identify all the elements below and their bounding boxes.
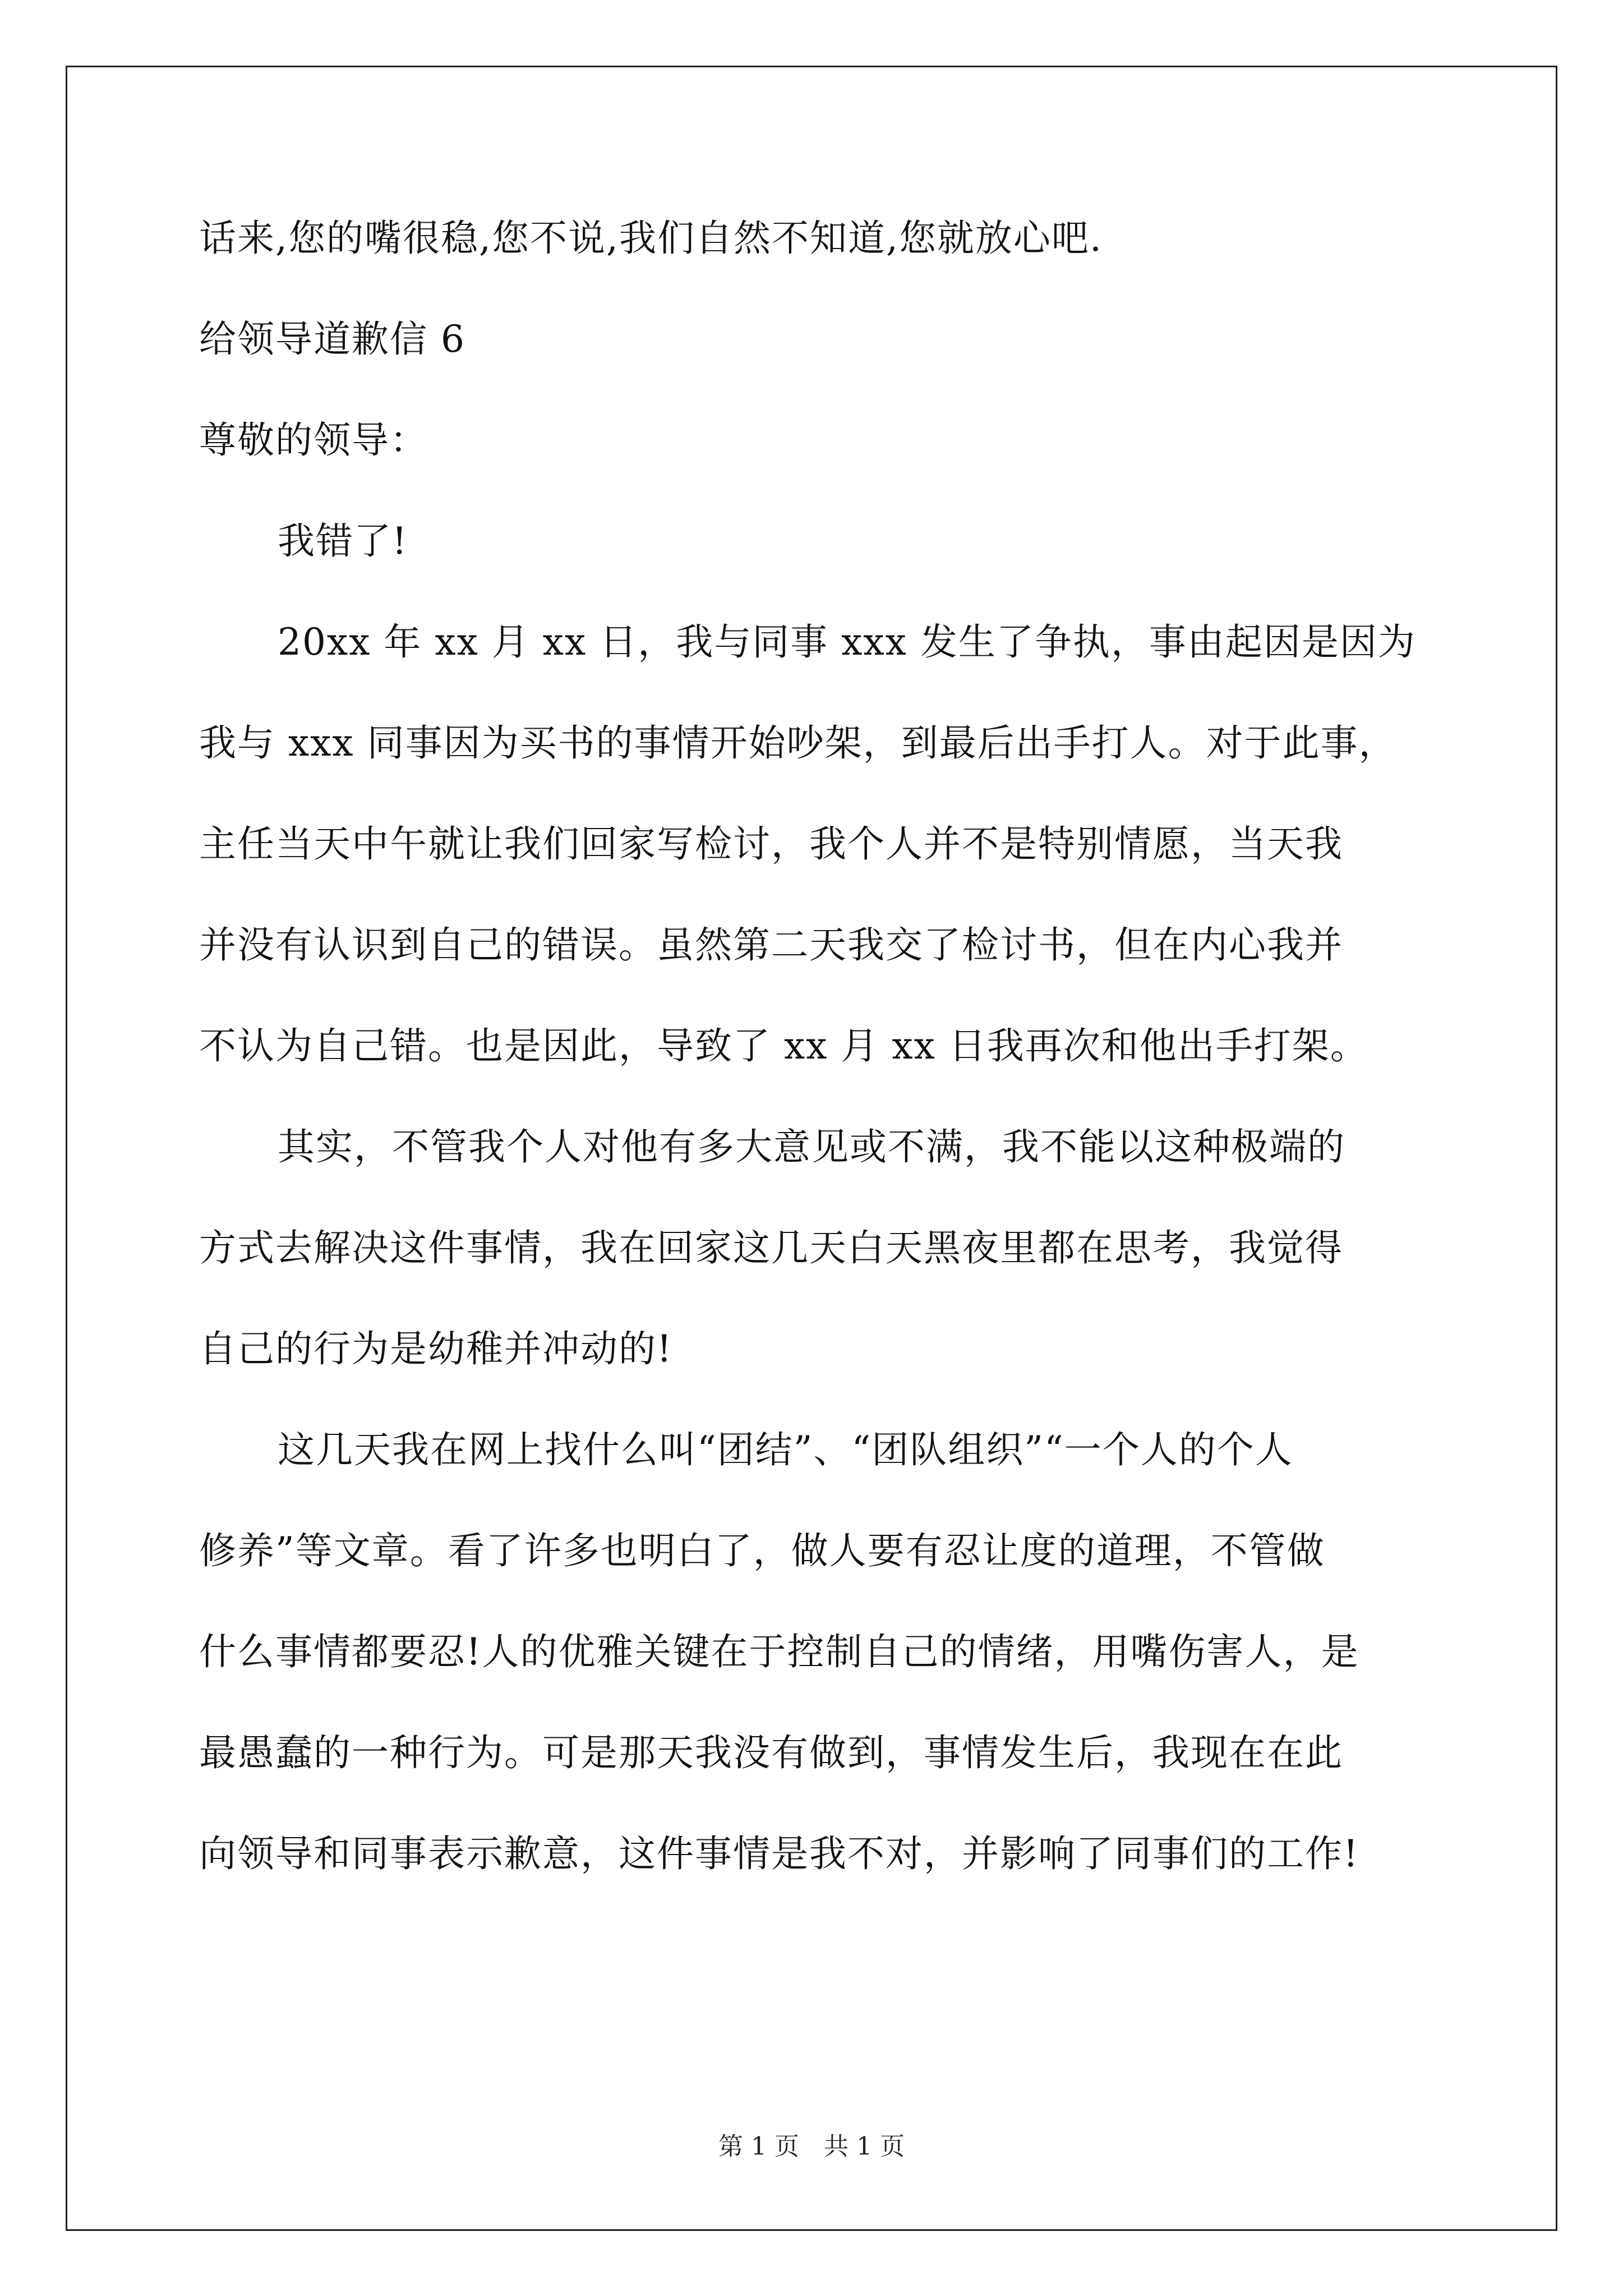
letter-title: 给领导道歉信 6: [199, 318, 465, 361]
document-body: [199, 216, 1433, 1932]
paragraph-line: 自己的行为是幼稚并冲动的!: [199, 1327, 673, 1370]
paragraph-line: 主任当天中午就让我们回家写检讨，我个人并不是特别情愿，当天我: [199, 822, 1343, 866]
paragraph-line: 向领导和同事表示歉意，这件事情是我不对，并影响了同事们的工作!: [199, 1832, 1359, 1875]
page-number: 第 1 页 共 1 页: [718, 2132, 905, 2161]
paragraph-line: 什么事情都要忍!人的优雅关键在于控制自己的情绪，用嘴伤害人，是: [199, 1630, 1359, 1673]
paragraph-line: 最愚蠢的一种行为。可是那天我没有做到，事情发生后，我现在在此: [199, 1731, 1343, 1774]
paragraph-line: 我与 xxx 同事因为买书的事情开始吵架，到最后出手打人。对于此事，: [199, 721, 1397, 765]
paragraph-line: 这几天我在网上找什么叫“团结”、“团队组织”“一个人的个人: [278, 1428, 1293, 1471]
paragraph-line: 方式去解决这件事情，我在回家这几天白天黑夜里都在思考，我觉得: [199, 1226, 1343, 1269]
salutation: 尊敬的领导：: [199, 418, 428, 462]
paragraph-line: 并没有认识到自己的错误。虽然第二天我交了检讨书，但在内心我并: [199, 923, 1343, 967]
paragraph-line: 不认为自己错。也是因此，导致了 xx 月 xx 日我再次和他出手打架。: [199, 1024, 1368, 1068]
paragraph-line: 20xx 年 xx 月 xx 日，我与同事 xxx 发生了争执，事由起因是因为: [278, 620, 1416, 664]
paragraph-line: 其实，不管我个人对他有多大意见或不满，我不能以这种极端的: [278, 1125, 1345, 1168]
paragraph-line: 修养”等文章。看了许多也明白了，做人要有忍让度的道理，不管做: [199, 1529, 1325, 1572]
paragraph-line: 我错了!: [278, 519, 408, 563]
text-line: 话来,您的嘴很稳,您不说,我们自然不知道,您就放心吧.: [199, 217, 1103, 260]
